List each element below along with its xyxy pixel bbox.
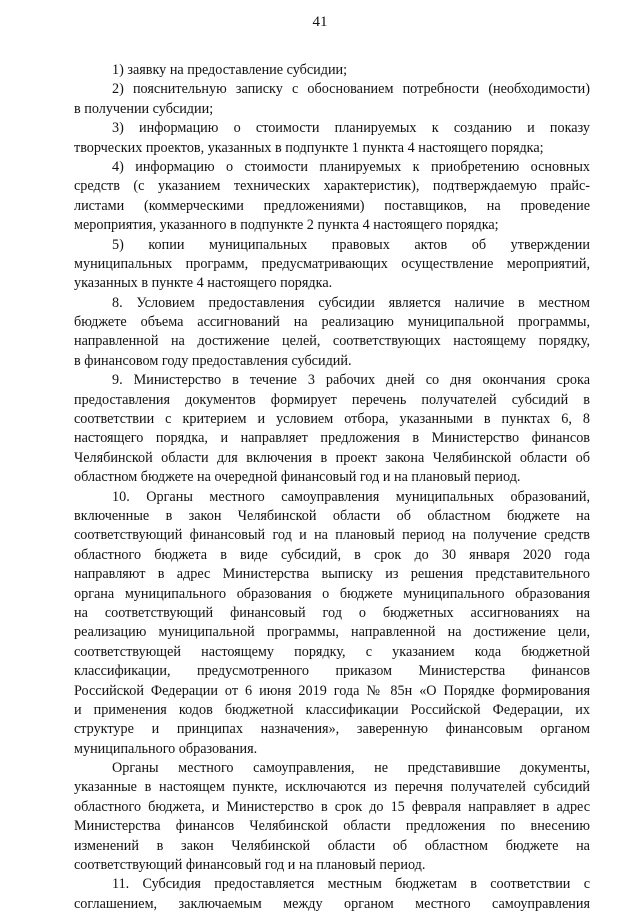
text-line: указанные в настоящем пункте, исключаются из перечня получателей субсидий: [74, 779, 590, 796]
paragraph-item-1: [74, 61, 590, 80]
text-line: мероприятия, указанного в подпункте 2 пункта 4 настоящего порядка;: [74, 217, 499, 234]
text-line: Челябинской области для включения в проект закона Челябинской области об: [74, 449, 590, 466]
paragraph-section-10: [74, 488, 590, 759]
paragraph-item-4: [74, 158, 590, 236]
text-line: средств (с указанием технических характеристик), подтверждаемую прайс-: [74, 178, 590, 195]
text-line: органа муниципального образования о бюджете муниципального образования: [74, 585, 590, 602]
text-line: Министерства финансов Челябинской области предложения по внесению: [74, 818, 590, 835]
text-line: Органы местного самоуправления, не представившие документы,: [112, 760, 590, 777]
paragraph-item-5: [74, 236, 590, 294]
paragraph-section-10-continued: [74, 759, 590, 875]
text-line: бюджете объема ассигнований на реализацию муниципальной программы,: [74, 314, 590, 331]
text-line: соответствующий финансовый год и на плановый период на получение средств: [74, 527, 590, 544]
text-line: соответствии с критерием и условием отбора, указанными в пунктах 6, 8: [74, 411, 590, 428]
text-line: в финансовом году предоставления субсидий.: [74, 352, 352, 369]
paragraph-section-9: [74, 371, 590, 487]
text-line: областном бюджете на очередной финансовый год и на плановый период.: [74, 469, 521, 486]
text-line: направляют в адрес Министерства выписку из решения представительного: [74, 566, 590, 583]
text-line: настоящего порядка, и направляет предложения в Министерство финансов: [74, 430, 590, 447]
text-line: 4) информацию о стоимости планируемых к приобретению основных: [112, 158, 590, 175]
text-line: реализацию муниципальной программы, направленной на достижение цели,: [74, 624, 590, 641]
paragraph-item-3: [74, 119, 590, 158]
text-line: включенные в закон Челябинской области об областном бюджете на: [74, 507, 590, 524]
text-line: изменений в закон Челябинской области об областном бюджете на: [74, 837, 590, 854]
text-line: творческих проектов, указанных в подпункте 1 пункта 4 настоящего порядка;: [74, 139, 544, 156]
text-line: 1) заявку на предоставление субсидии;: [112, 62, 348, 78]
text-line: областного бюджета в виде субсидий, в срок до 30 января 2020 года: [74, 546, 590, 563]
text-line: областного бюджета, и Министерство в срок до 15 февраля направляет в адрес: [74, 798, 590, 815]
paragraph-section-11: [74, 875, 590, 914]
document-body: [74, 61, 590, 914]
text-line: соответствующей настоящему порядку, с указанием кода бюджетной: [74, 643, 590, 660]
text-line: муниципального образования.: [74, 740, 258, 757]
text-line: 5) копии муниципальных правовых актов об утверждении: [112, 236, 590, 253]
text-line: на соответствующий финансовый год о бюджетных ассигнованиях на: [74, 604, 590, 621]
text-line: 2) пояснительную записку с обоснованием потребности (необходимости): [112, 81, 590, 98]
text-line: муниципальных программ, предусматривающих осуществление мероприятий,: [74, 255, 590, 272]
text-line: 3) информацию о стоимости планируемых к созданию и показу: [112, 120, 590, 137]
page-number: 41: [312, 14, 328, 30]
paragraph-section-8: [74, 294, 590, 372]
text-line: соответствующий финансовый год и на плановый период.: [74, 857, 426, 874]
text-line: в получении субсидии;: [74, 100, 214, 117]
text-line: 10. Органы местного самоуправления муниципальных образований,: [112, 488, 590, 505]
text-line: листами (коммерческими предложениями) поставщиков, на проведение: [74, 197, 590, 214]
paragraph-item-2: [74, 80, 590, 119]
text-line: направленной на достижение целей, соответствующих настоящему порядку,: [74, 333, 590, 350]
text-line: 9. Министерство в течение 3 рабочих дней со дня окончания срока: [112, 372, 590, 389]
text-line: структуре и принципах назначения», заверенную финансовым органом: [74, 721, 590, 738]
text-line: и применения кодов бюджетной классификации Российской Федерации, их: [74, 701, 590, 718]
text-line: Российской Федерации от 6 июня 2019 года № 85н «О Порядке формирования: [74, 682, 590, 699]
text-line: классификации, предусмотренного приказом Министерства финансов: [74, 663, 590, 680]
text-line: 11. Субсидия предоставляется местным бюджетам в соответствии с: [112, 876, 590, 893]
text-line: предоставления документов формирует перечень получателей субсидий в: [74, 391, 590, 408]
text-line: 8. Условием предоставления субсидии является наличие в местном: [112, 294, 590, 311]
text-line: указанных в пункте 4 настоящего порядка.: [74, 275, 333, 292]
text-line: соглашением, заключаемым между органом местного самоуправления: [74, 895, 590, 912]
